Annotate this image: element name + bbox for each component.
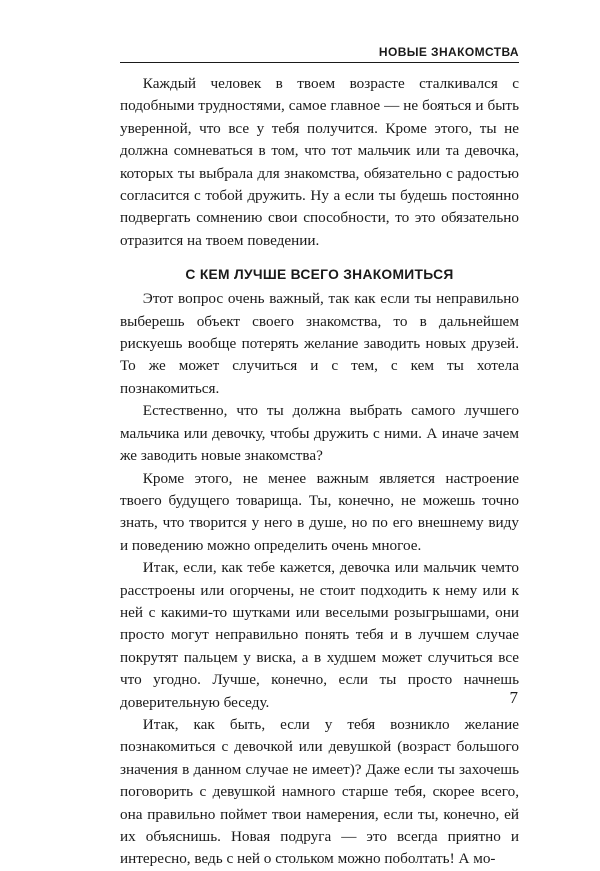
body-text [120, 73, 519, 871]
running-header [120, 40, 519, 63]
running-header-title: НОВЫЕ ЗНАКОМСТВА [378, 45, 519, 59]
paragraph: Кроме этого, не менее важным является настроение твоего будущего товарища. Ты, конечно, не можешь точно знать, что творится у него в душе, но по его внешнему виду и поведению можно определить очень многое. [120, 469, 519, 554]
page-number: 7 [509, 688, 518, 707]
paragraph: Итак, если, как тебе кажется, девочка или мальчик чемто расстроены или огорчены, не стоит подходить к нему или к ней с какими-то шутками или веселыми розыгрышами, они просто могут неправильно понять тебя и в лучшем случае покрутят пальцем у виска, а в худшем может случиться все что угодно. Лучше, конечно, если ты просто начнешь доверительную беседу. [120, 559, 519, 711]
intro-paragraph: Каждый человек в твоем возрасте сталкивался с подобными трудностями, самое главное — не бояться и быть уверенной, что все у тебя получится. Кроме этого, ты не должна сомневаться в том, что тот мальчик или та девочка, которых ты выбрала для знакомства, обязательно с радостью согласится с тобой дружить. Ну а если ты будешь постоянно подвергать сомнению свои способности, то это обязательно отразится на твоем поведении. [120, 75, 519, 249]
paragraph: Естественно, что ты должна выбрать самого лучшего мальчика или девочку, чтобы дружить с ними. А иначе зачем же заводить новые знакомства? [120, 402, 519, 465]
paragraph: Итак, как быть, если у тебя возникло желание познакомиться с девочкой или девушкой (возраст большого значения в данном случае не имеет)? Даже если ты захочешь поговорить с девушкой намного старше тебя, скорее всего, она правильно поймет твои намерения, если ты, конечно, ей их объяснишь. Новая подруга — это всегда приятно и интересно, ведь с ней о стольком можно поболтать! А мо- [120, 715, 519, 868]
paragraph: Этот вопрос очень важный, так как если ты неправильно выберешь объект своего знакомства, то в дальнейшем рискуешь вообще потерять желание заводить новых друзей. То же может случиться и с тем, с кем ты хотела познакомиться. [120, 290, 519, 397]
section-heading: С КЕМ ЛУЧШЕ ВСЕГО ЗНАКОМИТЬСЯ [185, 267, 454, 283]
